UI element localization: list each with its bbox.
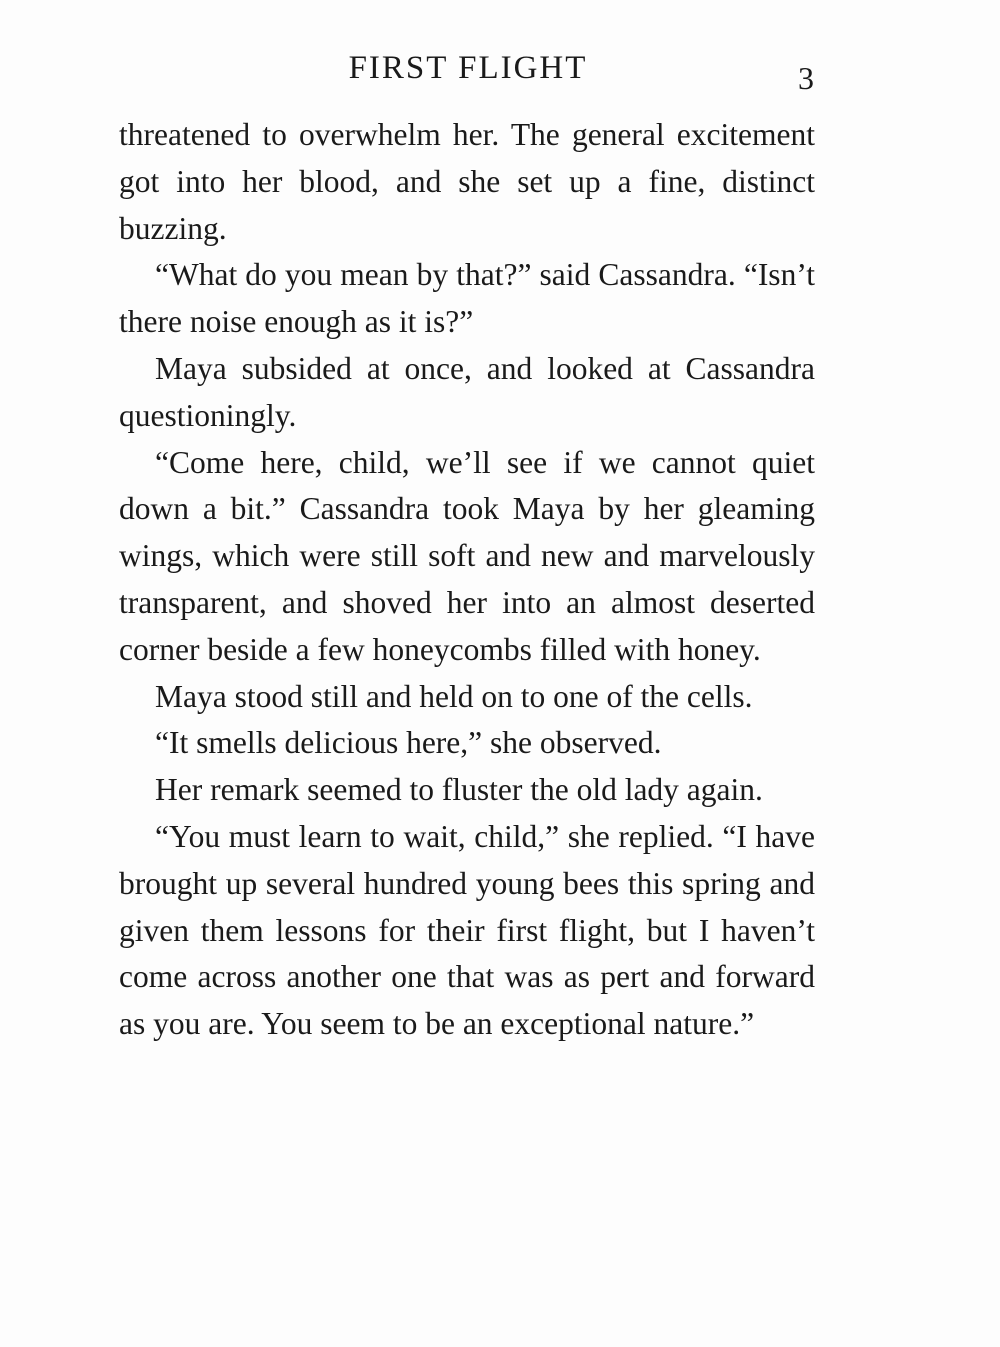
paragraph: “You must learn to wait, child,” she replied. “I have brought up several hundred young bees this spring and given them lessons for their first flight, but I haven’t come across another one that was as pert and forward as you are. You seem to be an exceptional nature.” <box>119 818 815 1042</box>
paragraph: “What do you mean by that?” said Cassandra. “Isn’t there noise enough as it is?” <box>119 257 815 340</box>
page-number: 3 <box>798 60 814 96</box>
body-text <box>119 112 815 1048</box>
paragraph: threatened to overwhelm her. The general excitement got into her blood, and she set up a fine, distinct buzzing. <box>119 117 815 246</box>
running-head <box>118 48 818 96</box>
paragraph: Maya subsided at once, and looked at Cassandra questioningly. <box>119 350 815 433</box>
paragraph: “Come here, child, we’ll see if we cannot quiet down a bit.” Cassandra took Maya by her gleaming wings, which were still soft and new and marvelously transparent, and shoved her into an almost deserted corner beside a few honeycombs filled with honey. <box>119 444 815 667</box>
paragraph: “It smells delicious here,” she observed. <box>155 725 662 761</box>
chapter-title: FIRST FLIGHT <box>348 50 588 86</box>
paragraph: Her remark seemed to fluster the old lady again. <box>155 772 763 808</box>
paragraph: Maya stood still and held on to one of the cells. <box>155 678 753 714</box>
